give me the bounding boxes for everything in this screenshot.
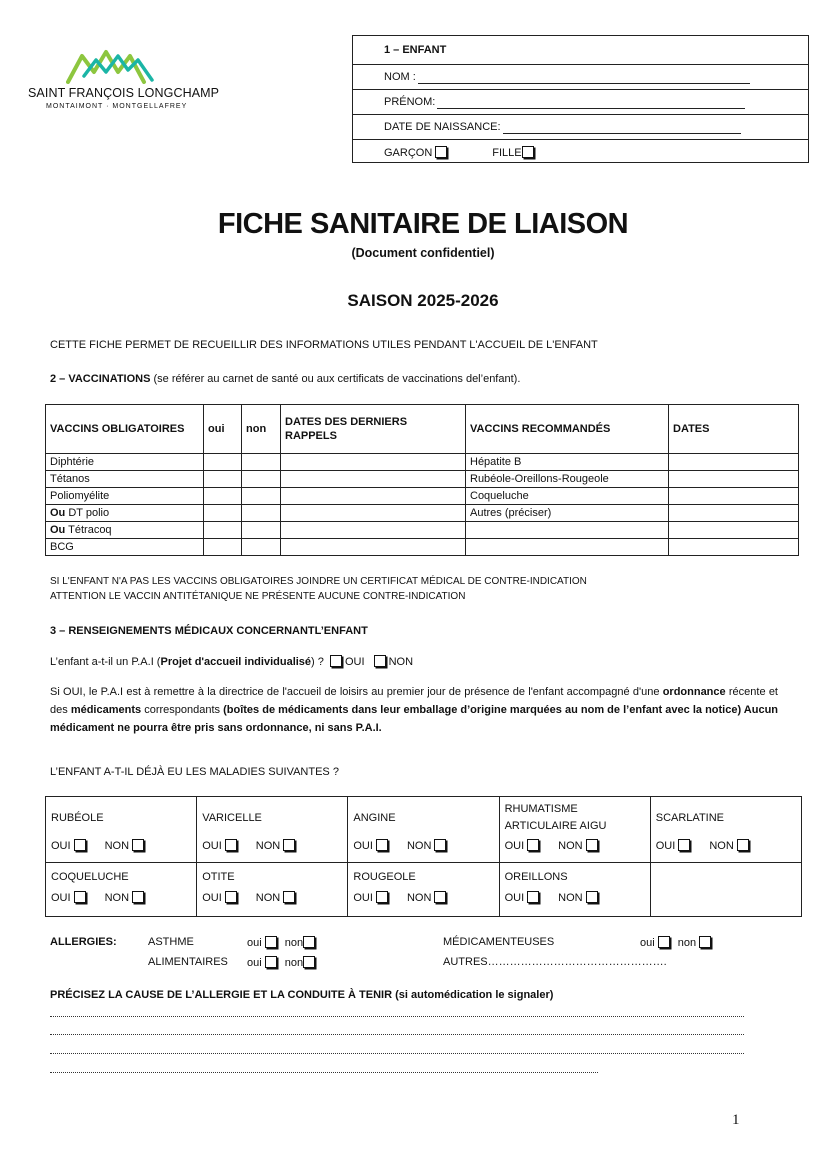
yes-no-options: OUI NON [505, 839, 645, 853]
vaccine-name: Tétanos [46, 471, 204, 488]
oui-checkbox[interactable] [527, 839, 539, 851]
asthme-oui-checkbox[interactable] [265, 936, 277, 948]
non-checkbox[interactable] [737, 839, 749, 851]
non-cell[interactable] [242, 471, 281, 488]
oui-checkbox[interactable] [225, 891, 237, 903]
answer-line[interactable] [50, 1034, 744, 1035]
diseases-table [45, 796, 802, 917]
header-cell: non [242, 405, 281, 454]
page-subtitle: (Document confidentiel) [351, 246, 495, 260]
answer-line[interactable] [50, 1053, 744, 1054]
disease-label: RUBÉOLE [51, 811, 104, 824]
alimentaires-label: ALIMENTAIRES [148, 956, 228, 968]
recommended-vaccine [466, 539, 669, 556]
non-checkbox[interactable] [434, 891, 446, 903]
disease-cell [499, 797, 650, 863]
oui-cell[interactable] [204, 522, 242, 539]
disease-cell [46, 797, 197, 863]
logo-subtitle: MONTAIMONT · MONTGELLAFREY [46, 103, 188, 110]
non-checkbox[interactable] [132, 839, 144, 851]
asthme-label: ASTHME [148, 936, 194, 948]
medical-heading: 3 – RENSEIGNEMENTS MÉDICAUX CONCERNANTL’ENFANT [50, 625, 368, 637]
oui-checkbox[interactable] [225, 839, 237, 851]
header-cell: VACCINS RECOMMANDÉS [466, 405, 669, 454]
vaccinations-heading: 2 – VACCINATIONS (se référer au carnet de santé ou aux certificats de vaccinations del’enfant). [50, 373, 521, 385]
vaccine-name: Ou DT polio [46, 505, 204, 522]
disease-cell [348, 797, 499, 863]
yes-no-options: OUI NON [505, 891, 645, 905]
non-cell[interactable] [242, 522, 281, 539]
header-cell: DATES [669, 405, 799, 454]
child-heading: 1 – ENFANT [353, 36, 808, 65]
pai-question: L’enfant a-t-il un P.A.I (Projet d'accueil individualisé) ? OUI NON [50, 655, 414, 668]
page-number: 1 [732, 1112, 740, 1128]
non-checkbox[interactable] [434, 839, 446, 851]
oui-checkbox[interactable] [74, 891, 86, 903]
rappel-date-cell[interactable] [281, 505, 466, 522]
table-row [46, 488, 799, 505]
recommended-date-cell[interactable] [669, 454, 799, 471]
oui-checkbox[interactable] [376, 839, 388, 851]
alimentaires-options: oui non [247, 956, 318, 970]
disease-cell [650, 797, 801, 863]
oui-cell[interactable] [204, 539, 242, 556]
rappel-date-cell[interactable] [281, 471, 466, 488]
yes-no-options: OUI NON [353, 839, 493, 853]
non-cell[interactable] [242, 454, 281, 471]
disease-cell [499, 863, 650, 917]
oui-checkbox[interactable] [678, 839, 690, 851]
non-cell[interactable] [242, 539, 281, 556]
disease-label: COQUELUCHE [51, 870, 129, 883]
table-row [46, 797, 802, 863]
recommended-vaccine: Hépatite B [466, 454, 669, 471]
season: SAISON 2025-2026 [347, 291, 499, 310]
rappel-date-cell[interactable] [281, 522, 466, 539]
logo-name: SAINT FRANÇOIS LONGCHAMP [28, 86, 220, 100]
table-row [46, 522, 799, 539]
table-row [46, 471, 799, 488]
oui-checkbox[interactable] [74, 839, 86, 851]
oui-cell[interactable] [204, 471, 242, 488]
recommended-date-cell[interactable] [669, 505, 799, 522]
yes-no-options: OUI NON [656, 839, 796, 853]
yes-no-options: OUI NON [353, 891, 493, 905]
vaccine-name: Ou Tétracoq [46, 522, 204, 539]
vaccine-name: Diphtérie [46, 454, 204, 471]
vaccine-name: BCG [46, 539, 204, 556]
header-cell: DATES DES DERNIERS RAPPELS [281, 405, 466, 454]
table-row [46, 539, 799, 556]
disease-label: ANGINE [353, 811, 396, 824]
intro-text: CETTE FICHE PERMET DE RECUEILLIR DES INFORMATIONS UTILES PENDANT L'ACCUEIL DE L'ENFANT [50, 339, 598, 351]
table-row [46, 454, 799, 471]
non-checkbox[interactable] [283, 839, 295, 851]
disease-cell [197, 863, 348, 917]
recommended-vaccine: Autres (préciser) [466, 505, 669, 522]
oui-cell[interactable] [204, 454, 242, 471]
pai-non-checkbox[interactable] [374, 655, 386, 667]
disease-label: SCARLATINE [655, 811, 725, 824]
vaccine-name: Poliomyélite [46, 488, 204, 505]
vaccines-header-row [46, 405, 799, 454]
disease-label: OTITE [202, 870, 235, 883]
medicamenteuses-label: MÉDICAMENTEUSES [443, 936, 555, 948]
recommended-vaccine: Rubéole-Oreillons-Rougeole [466, 471, 669, 488]
pai-oui-checkbox[interactable] [330, 655, 342, 667]
yes-no-options: OUI NON [202, 839, 342, 853]
rappel-date-cell[interactable] [281, 539, 466, 556]
vaccines-table [45, 404, 799, 556]
logo [28, 46, 220, 110]
answer-line[interactable] [50, 1072, 598, 1073]
nom-field[interactable]: NOM : [353, 65, 808, 90]
non-checkbox[interactable] [132, 891, 144, 903]
disease-cell [46, 863, 197, 917]
yes-no-options: OUI NON [51, 839, 191, 853]
garcon-checkbox[interactable] [435, 146, 447, 158]
birthdate-field[interactable]: DATE DE NAISSANCE: [353, 115, 808, 140]
recommended-vaccine [466, 522, 669, 539]
recommended-date-cell[interactable] [669, 522, 799, 539]
oui-checkbox[interactable] [376, 891, 388, 903]
warning-1: SI L'ENFANT N'A PAS LES VACCINS OBLIGATOIRES JOINDRE UN CERTIFICAT MÉDICAL DE CONTRE-INDICATION [50, 576, 587, 587]
table-row [46, 863, 802, 917]
alimentaires-non-checkbox[interactable] [303, 956, 315, 968]
recommended-date-cell[interactable] [669, 471, 799, 488]
page-title: FICHE SANITAIRE DE LIAISON [217, 208, 629, 240]
medicamenteuses-oui-checkbox[interactable] [658, 936, 670, 948]
oui-cell[interactable] [204, 505, 242, 522]
oui-checkbox[interactable] [527, 891, 539, 903]
medicamenteuses-options: oui non [640, 936, 714, 950]
yes-no-options: OUI NON [51, 891, 191, 905]
non-cell[interactable] [242, 505, 281, 522]
prenom-field[interactable]: PRÉNOM: [353, 90, 808, 115]
recommended-date-cell[interactable] [669, 488, 799, 505]
answer-line[interactable] [50, 1016, 744, 1017]
gender-row: GARÇON FILLE [353, 140, 808, 165]
mountains-logo-icon [66, 46, 158, 84]
medicamenteuses-non-checkbox[interactable] [699, 936, 711, 948]
non-cell[interactable] [242, 488, 281, 505]
allergies-label: ALLERGIES: [50, 936, 117, 948]
disease-cell [197, 797, 348, 863]
child-info-box [352, 35, 809, 163]
yes-no-options: OUI NON [202, 891, 342, 905]
table-row [46, 505, 799, 522]
asthme-non-checkbox[interactable] [303, 936, 315, 948]
disease-cell [348, 863, 499, 917]
allergy-cause-heading: PRÉCISEZ LA CAUSE DE L’ALLERGIE ET LA CONDUITE À TENIR (si automédication le signaler) [50, 989, 554, 1001]
disease-label: VARICELLE [202, 811, 262, 824]
header-cell: oui [204, 405, 242, 454]
asthme-options: oui non [247, 936, 318, 950]
autres-label[interactable]: AUTRES…………………………………………. [443, 956, 667, 968]
non-checkbox[interactable] [586, 839, 598, 851]
pai-paragraph: Si OUI, le P.A.I est à remettre à la directrice de l'accueil de loisirs au premier jour de présence de l'enfant accompagné d'une ordonnance récente et des médicaments correspondants (boîtes de médicaments dans leur emballage d’origine marquées au nom de l’enfant avec la notice) Aucun médicament ne pourra être pris sans ordonnance, ni sans P.A.I. [50, 686, 779, 734]
fille-checkbox[interactable] [522, 146, 534, 158]
disease-cell [650, 863, 801, 917]
rappel-date-cell[interactable] [281, 488, 466, 505]
disease-label: ROUGEOLE [353, 870, 416, 883]
warning-2: ATTENTION LE VACCIN ANTITÉTANIQUE NE PRÉSENTE AUCUNE CONTRE-INDICATION [50, 591, 466, 602]
header-cell: VACCINS OBLIGATOIRES [46, 405, 204, 454]
oui-cell[interactable] [204, 488, 242, 505]
non-checkbox[interactable] [586, 891, 598, 903]
disease-label: OREILLONS [504, 870, 568, 883]
disease-label: RHUMATISME ARTICULAIRE AIGU [504, 803, 607, 832]
recommended-vaccine: Coqueluche [466, 488, 669, 505]
diseases-question: L’ENFANT A-T-IL DÉJÀ EU LES MALADIES SUIVANTES ? [50, 766, 339, 778]
rappel-date-cell[interactable] [281, 454, 466, 471]
alimentaires-oui-checkbox[interactable] [265, 956, 277, 968]
recommended-date-cell[interactable] [669, 539, 799, 556]
non-checkbox[interactable] [283, 891, 295, 903]
